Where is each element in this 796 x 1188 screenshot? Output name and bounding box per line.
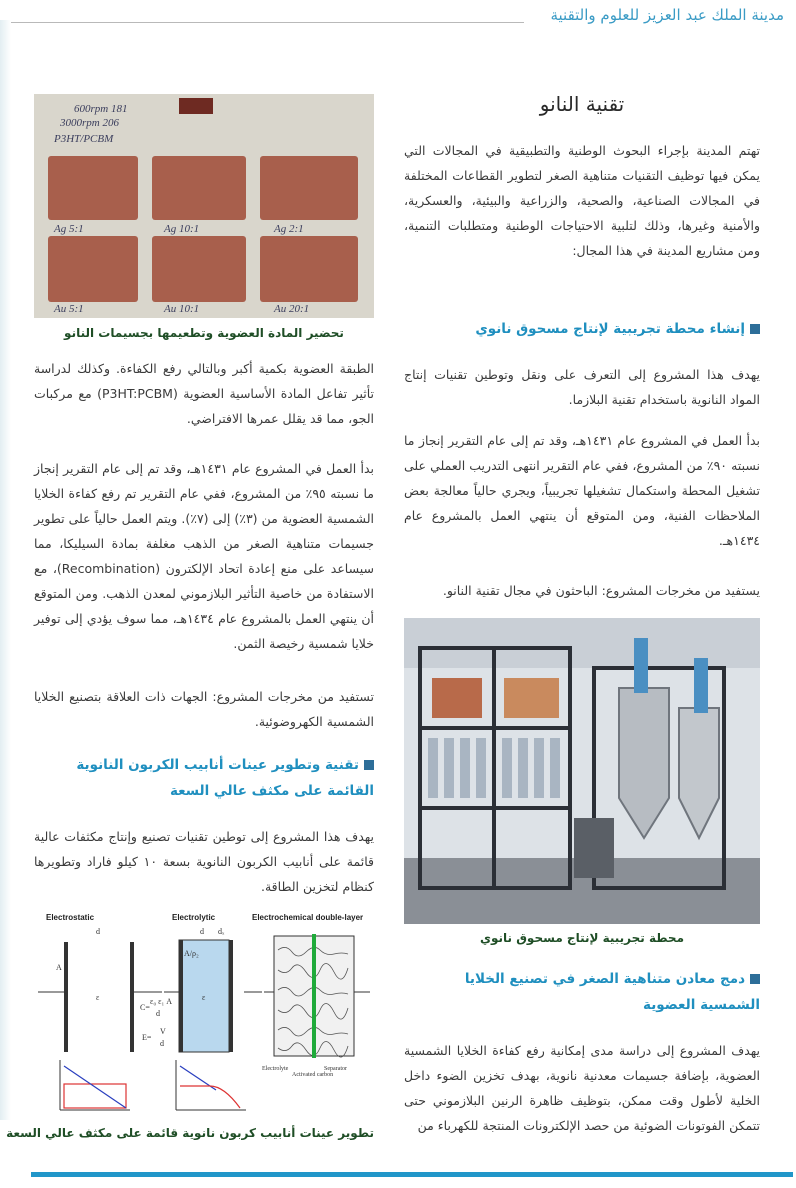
photo-label: P3HT/PCBM — [54, 133, 114, 145]
heading-square-icon — [364, 760, 374, 770]
diagram-label: d — [200, 927, 204, 936]
diagram-label: d — [156, 1009, 160, 1018]
diagram-label: d — [160, 1039, 164, 1048]
diagram-label: C= — [140, 1003, 150, 1012]
diagram-label: A — [56, 963, 62, 972]
organic-samples-image — [34, 94, 374, 318]
photo-label: Au 5:1 — [54, 303, 84, 315]
diagram-label: ε₀ ε₁ A — [150, 997, 173, 1006]
project2-caption: تحضير المادة العضوية وتطعيمها بجسيمات النانو — [64, 326, 344, 340]
project1-para3: يستفيد من مخرجات المشروع: الباحثون في مجال تقنية النانو. — [442, 583, 760, 598]
diagram-label: ε — [96, 993, 100, 1002]
project1-caption: محطة تجريبية لإنتاج مسحوق نانوي — [479, 931, 685, 945]
diagram-label: d — [96, 927, 100, 936]
project2-para1: يهدف المشروع إلى دراسة مدى إمكانية رفع كفاءة الخلايا الشمسية العضوية، بإضافة جسيمات معدنية نانوية، بهدف تخزين الضوء داخل الخلية لأطول وقت ممكن، بتوظيف ظاهرة الرنين البلازموني حتى تتمكن الفوتونات الضوئية من حصد الإلكترونات المنتجة للكهرباء من — [404, 1043, 760, 1133]
project1-para2: بدأ العمل في المشروع عام ١٤٣١هـ، وقد تم إلى عام التقرير إنجاز ما نسبته ٩٠٪ من المشروع، ففي عام التقرير انتهى التدريب العملي على تشغيل المحطة واستكمال تشغيلها تجريبياً، ويجري حالياً معالجة بعض الملاحظات الفنية، ومن المتوقع أن ينتهي العمل بالمشروع عام ١٤٣٤هـ. — [404, 433, 760, 548]
project1-heading — [404, 316, 760, 342]
project1-heading-text: إنشاء محطة تجريبية لإنتاج مسحوق نانوي — [475, 321, 745, 337]
photo-label: Ag 5:1 — [54, 223, 84, 235]
diagram-panel-title: Electrochemical double-layer — [252, 913, 364, 922]
plasma-station-photo — [404, 618, 760, 924]
project3-heading-text: تقنية وتطوير عينات أنابيب الكربون النانوية القائمة على مكثف عالي السعة — [76, 757, 374, 799]
left-decor-bar — [0, 20, 11, 1120]
page-header — [0, 0, 796, 32]
plasma-station-image — [404, 618, 760, 924]
project2-heading-text: دمج معادن متناهية الصغر في تصنيع الخلايا الشمسية العضوية — [464, 971, 760, 1013]
intro-paragraph: تهتم المدينة بإجراء البحوث الوطنية والتطبيقية في المجالات التي يمكن فيها توظيف التقنيات متناهية الصغر لتطوير القطاعات المختلفة في المجالات الصناعية، والصحية، والزراعية والبيئية، والعسكرية، والأمنية وغيرها، وذلك لتلبية الاحتياجات الوطنية ومتطلبات التنمية، ومن مشاريع المدينة في هذا المجال: — [404, 143, 760, 258]
diagram-panel-title: Electrostatic — [46, 913, 95, 922]
project3-para1: يهدف هذا المشروع إلى توطين تقنيات تصنيع وإنتاج مكثفات عالية قائمة على أنابيب الكربون النانوية بسعة ١٠ كيلو فاراد وتطويرها كنظام لتخزين الطاقة. — [34, 829, 375, 894]
diagram-label: Electrolyte — [262, 1066, 289, 1072]
photo-label: Au 20:1 — [274, 303, 310, 315]
diagram-label: E= — [142, 1033, 152, 1042]
photo-label: 3000rpm 206 — [60, 117, 119, 129]
project3-caption: تطوير عينات أنابيب كربون نانوية قائمة على مكثف عالي السعة — [6, 1126, 374, 1140]
diagram-panel-title: Electrolytic — [172, 913, 216, 922]
heading-square-icon — [750, 974, 760, 984]
diagram-label: ε — [202, 993, 206, 1002]
header-rule — [0, 22, 524, 23]
project2-heading — [404, 966, 760, 1018]
project2-para3: تستفيد من مخرجات المشروع: الجهات ذات العلاقة بتصنيع الخلايا الشمسية الكهروضوئية. — [34, 689, 374, 729]
diagram-label: Activated carbon — [292, 1072, 334, 1078]
project3-heading — [34, 752, 374, 804]
diagram-label: dₓ — [218, 927, 225, 936]
photo-label: 600rpm 181 — [74, 103, 128, 115]
section-title: تقنية النانو — [539, 92, 625, 116]
heading-square-icon — [750, 324, 760, 334]
photo-label: Ag 10:1 — [164, 223, 200, 235]
capacitor-diagram-svg — [34, 910, 374, 1116]
capacitor-diagram — [34, 910, 374, 1116]
photo-label: Au 10:1 — [164, 303, 200, 315]
project2-para2: بدأ العمل في المشروع عام ١٤٣١هـ، وقد تم إلى عام التقرير إنجاز ما نسبته ٩٥٪ من المشروع، ففي عام التقرير تم رفع كفاءة الخلايا الشمسية العضوية من (٣٪) إلى (٧٪). ويتم العمل حالياً على تطوير جسيمات متناهية الصغر من الذهب مغلفة بمادة السيليكا، مما سيساعد على منع إعادة اتحاد الإلكترون (Recombination)، مع الاستفادة من خاصية التأثير البلازموني لمعدن الذهب. ومن المتوقع أن ينتهي العمل بالمشروع عام ١٤٣٤هـ، مما سوف يؤدي إلى توفير خلايا شمسية رخيصة الثمن. — [34, 461, 375, 651]
project2-para1-continued: الطبقة العضوية بكمية أكبر وبالتالي رفع الكفاءة. وكذلك لدراسة تأثير تفاعل المادة الأساسية العضوية (P3HT:PCBM) مع مركبات الجو، مما قد يقلل عمرها الافتراضي. — [34, 361, 374, 426]
diagram-label: Separator — [324, 1066, 347, 1072]
diagram-label: V — [160, 1027, 166, 1036]
header-title: مدينة الملك عبد العزيز للعلوم والتقنية — [550, 6, 784, 24]
diagram-label: A/ρ₂ — [184, 949, 199, 958]
project1-para1: يهدف هذا المشروع إلى التعرف على ونقل وتوطين تقنيات إنتاج المواد النانوية باستخدام تقنية البلازما. — [404, 367, 760, 407]
footer-bar — [31, 1172, 793, 1177]
organic-samples-photo — [34, 94, 374, 318]
photo-label: Ag 2:1 — [274, 223, 304, 235]
